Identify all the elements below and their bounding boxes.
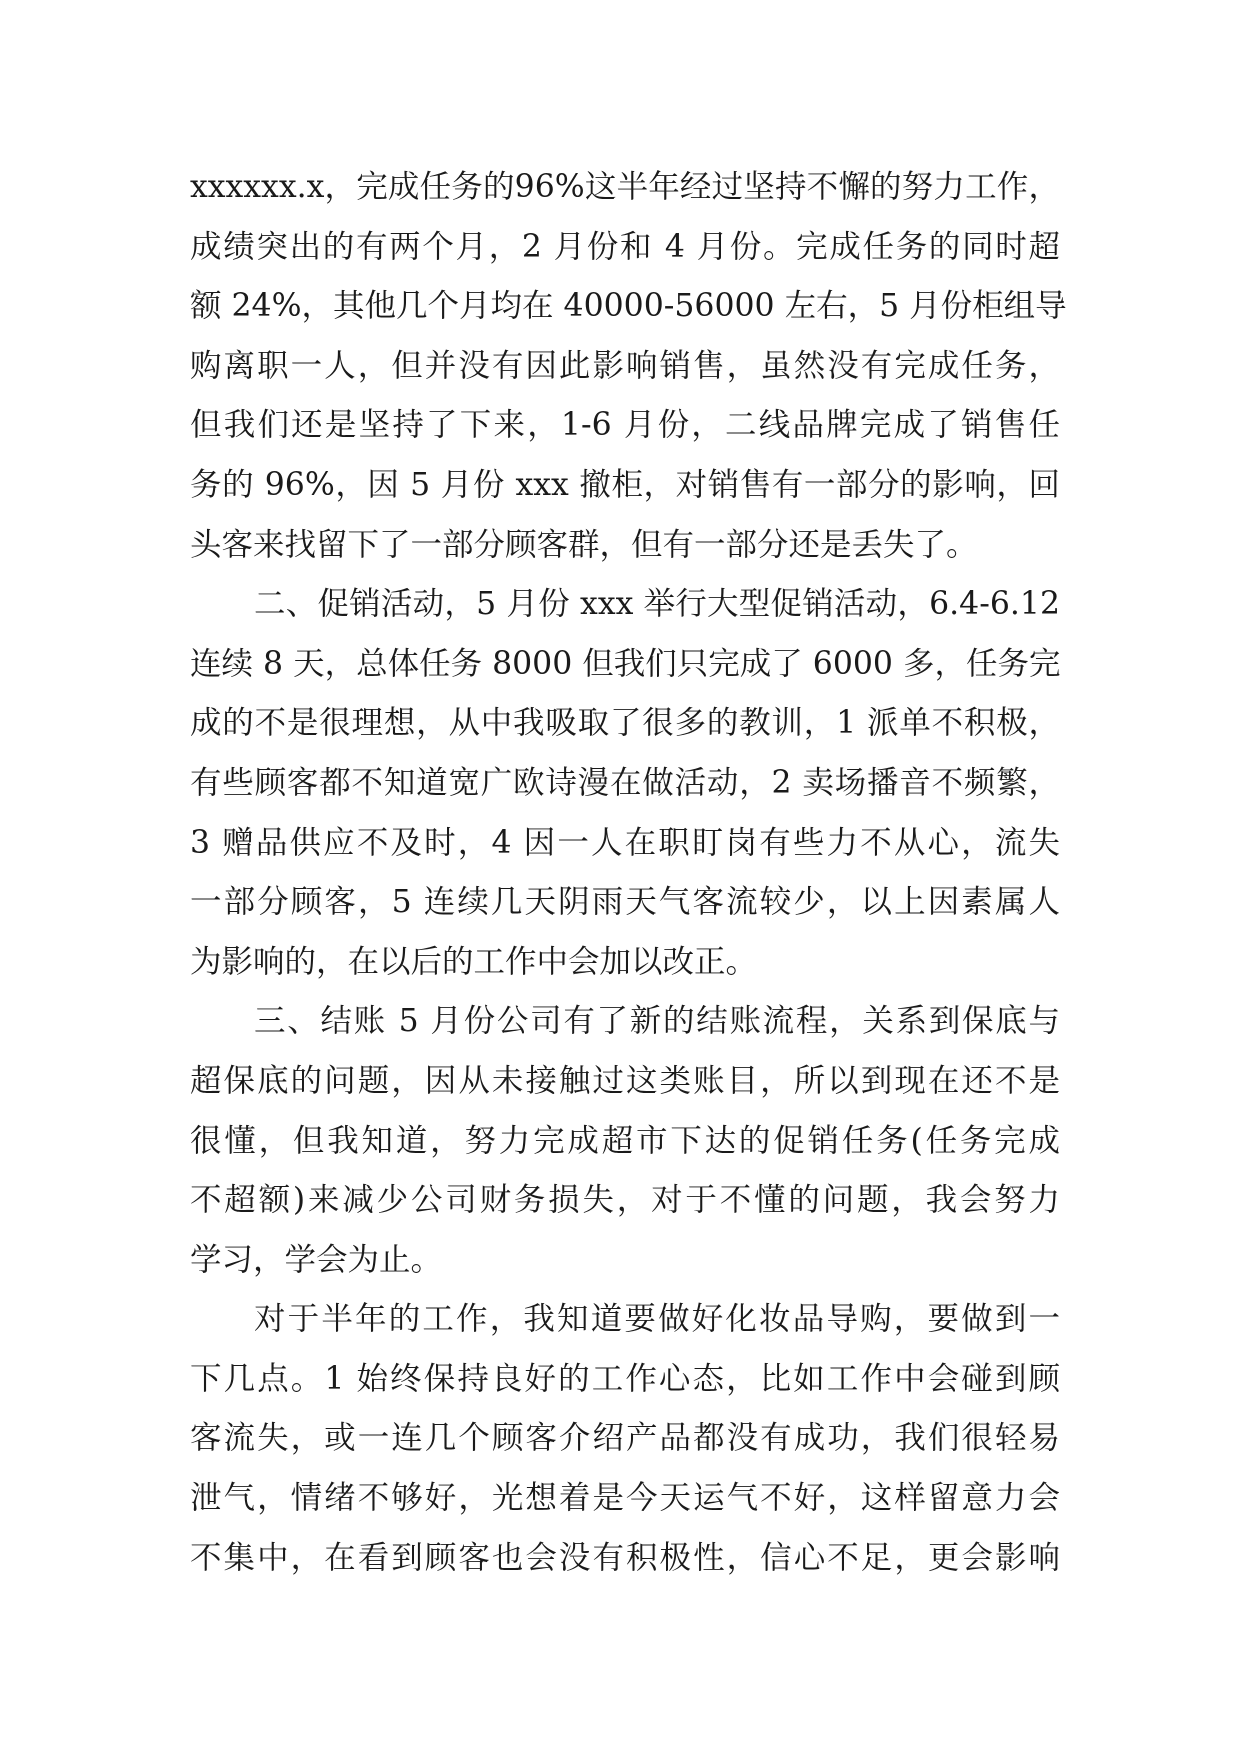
text-line: 不集中，在看到顾客也会没有积极性，信心不足，更会影响 bbox=[190, 1539, 1060, 1576]
paragraph-2 bbox=[190, 575, 1060, 992]
text-line: 成绩突出的有两个月，2 月份和 4 月份。完成任务的同时超 bbox=[190, 228, 1060, 265]
text-line: 有些顾客都不知道宽广欧诗漫在做活动，2 卖场播音不频繁， bbox=[190, 764, 1060, 801]
text-line: 3 赠品供应不及时，4 因一人在职盯岗有些力不从心，流失 bbox=[190, 824, 1060, 861]
text-line: xxxxxx.x，完成任务的96%这半年经过坚持不懈的努力工作， bbox=[190, 169, 1060, 205]
text-line: 但我们还是坚持了下来，1-6 月份，二线品牌完成了销售任 bbox=[190, 407, 1060, 444]
text-line: 不超额)来减少公司财务损失，对于不懂的问题，我会努力 bbox=[190, 1182, 1060, 1219]
text-line: 很懂，但我知道，努力完成超市下达的促销任务(任务完成 bbox=[190, 1122, 1060, 1159]
text-line: 为影响的，在以后的工作中会加以改正。 bbox=[190, 943, 758, 980]
text-line: 超保底的问题，因从未接触过这类账目，所以到现在还不是 bbox=[190, 1062, 1060, 1099]
document-body bbox=[190, 158, 1067, 1588]
text-line: 额 24%，其他几个月均在 40000-56000 左右，5 月份柜组导 bbox=[190, 288, 1067, 325]
text-line: 购离职一人，但并没有因此影响销售，虽然没有完成任务， bbox=[190, 347, 1060, 384]
paragraph-3 bbox=[190, 992, 1060, 1290]
text-line: 二、促销活动，5 月份 xxx 举行大型促销活动，6.4-6.12 bbox=[254, 586, 1060, 623]
text-line: 泄气，情绪不够好，光想着是今天运气不好，这样留意力会 bbox=[190, 1480, 1060, 1517]
paragraph-4 bbox=[190, 1290, 1060, 1588]
text-line: 下几点。1 始终保持良好的工作心态，比如工作中会碰到顾 bbox=[190, 1360, 1060, 1397]
text-line: 务的 96%，因 5 月份 xxx 撤柜，对销售有一部分的影响，回 bbox=[190, 466, 1060, 503]
text-line: 三、结账 5 月份公司有了新的结账流程，关系到保底与 bbox=[254, 1003, 1060, 1040]
text-line: 一部分顾客，5 连续几天阴雨天气客流较少，以上因素属人 bbox=[190, 884, 1060, 921]
text-line: 学习，学会为止。 bbox=[190, 1241, 443, 1278]
paragraph-1 bbox=[190, 158, 1067, 575]
text-line: 客流失，或一连几个顾客介绍产品都没有成功，我们很轻易 bbox=[190, 1420, 1060, 1457]
text-line: 头客来找留下了一部分顾客群，但有一部分还是丢失了。 bbox=[190, 526, 978, 563]
text-line: 成的不是很理想，从中我吸取了很多的教训，1 派单不积极， bbox=[190, 705, 1060, 742]
text-line: 连续 8 天，总体任务 8000 但我们只完成了 6000 多，任务完 bbox=[190, 645, 1061, 682]
text-line: 对于半年的工作，我知道要做好化妆品导购，要做到一 bbox=[254, 1301, 1060, 1338]
